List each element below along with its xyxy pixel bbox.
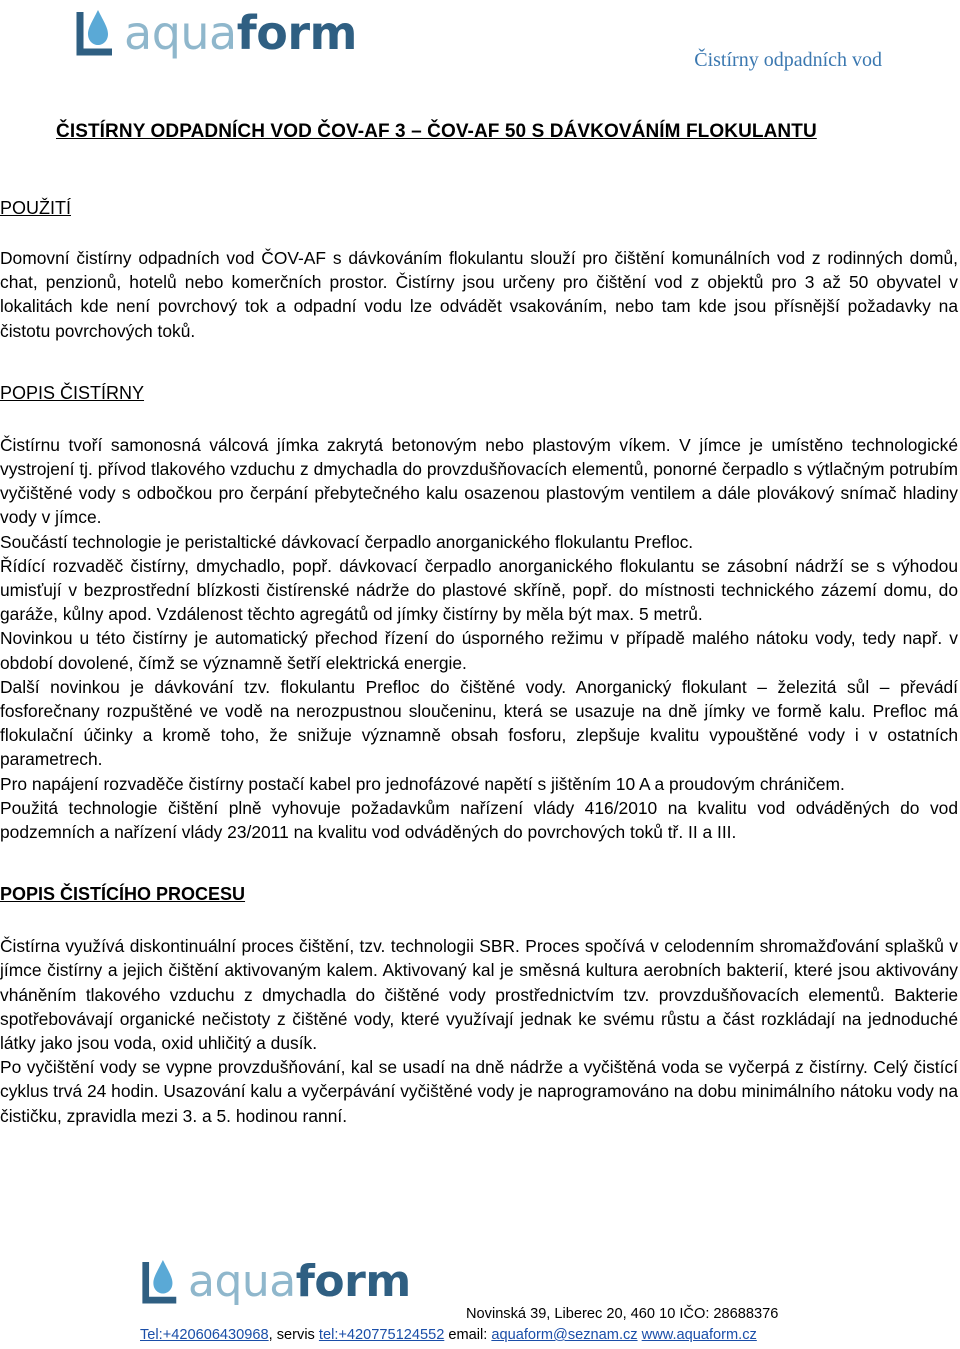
paragraph: Další novinkou je dávkování tzv. flokulantu Prefloc do čištěné vody. Anorganický flokulant – železitá sůl – převádí fosforečnany rozpuštěné ve vodě na nerozpustnou sloučeninu, která se usazuje na dně jímky ve formě kalu. Prefloc má flokulační účinky a kromě toho, že snižuje významně obsah fosforu, zlepšuje kvalitu vypouštěné vody i v ostatních parametrech. [0, 676, 958, 770]
paragraph: Novinkou u této čistírny je automatický přechod řízení do úsporného režimu v případě malého nátoku vody, tedy např. v období dovolené, čímž se významně šetří elektrická energie. [0, 628, 958, 673]
logo-wordmark: aquaform [188, 1256, 411, 1307]
paragraph: Čistírnu tvoří samonosná válcová jímka zakrytá betonovým nebo plastovým víkem. V jímce je umístěno technologické vystrojení tj. přívod tlakového vzduchu z dmychadla do provzdušňovacích elementů, ponorné čerpadlo s výtlačným potrubím vyčištěné vody s odbočkou pro čerpání přebytečného kalu osazenou plastovým ventilem a dále plovákový snímač hladiny vody v jímce. [0, 434, 958, 528]
servis-label: , servis [268, 1327, 315, 1343]
footer-contacts [140, 1327, 757, 1343]
logo-wordmark: aquaform [124, 6, 357, 60]
footer-address: Novinská 39, Liberec 20, 460 10 IČO: 28688376 [466, 1306, 779, 1322]
web-link[interactable]: www.aquaform.cz [641, 1327, 757, 1343]
email-label: email: [448, 1327, 488, 1343]
paragraph-pouziti: Domovní čistírny odpadních vod ČOV-AF s dávkováním flokulantu slouží pro čištění komunálních vod z rodinných domů, chat, penzionů, hotelů nebo komerčních prostor. Čistírny jsou určeny pro čištění vod z objektů pro 3 až 50 obyvatel v lokalitách kde není povrchový tok a odpadní vodu lze odvádět vsakováním, nebo tam kde jsou přísnější požadavky na čistotu povrchových toků. [0, 248, 958, 341]
paragraph: Řídící rozvaděč čistírny, dmychadlo, popř. dávkovací čerpadlo anorganického flokulantu se zásobní nádrží se s výhodou umisťují v bezprostřední blízkosti čistírenské nádrže do plastové skříně, popř. do místnosti technického zázemí domu, do garáže, kůlny apod. Vzdálenost těchto agregátů od jímky čistírny by měla být max. 5 metrů. [0, 555, 958, 625]
document-body [0, 196, 958, 1128]
paragraph: Po vyčištění vody se vypne provzdušňování, kal se usadí na dně nádrže a vyčištěná voda se vyčerpá z čistírny. Celý čistící cyklus trvá 24 hodin. Usazování kalu a vyčerpávání vyčištěné vody je naprogramováno na dobu minimálního nátoku vody na čističku, zpravidla mezi 3. a 5. hodinou ranní. [0, 1057, 958, 1126]
logo-drop-icon [140, 1252, 182, 1312]
footer-logo [140, 1252, 411, 1312]
phone-link[interactable]: Tel:+420606430968 [140, 1327, 269, 1343]
section-heading-popis-procesu: POPIS ČISTÍCÍHO PROCESU [0, 884, 246, 905]
paragraph: Použitá technologie čištění plně vyhovuje požadavkům nařízení vlády 416/2010 na kvalitu vod odváděných do vod podzemních a nařízení vlády 23/2011 na kvalitu vod odváděných do povrchových toků tř. II a III. [0, 797, 958, 843]
section-heading-pouziti: POUŽITÍ [0, 198, 71, 218]
section-heading-popis-cistirny: POPIS ČISTÍRNY [0, 382, 145, 403]
servis-phone-link[interactable]: tel:+420775124552 [318, 1327, 445, 1343]
page-title: ČISTÍRNY ODPADNÍCH VOD ČOV-AF 3 – ČOV-AF 50 S DÁVKOVÁNÍM FLOKULANTU [56, 121, 817, 142]
header-category: Čistírny odpadních vod [694, 49, 882, 71]
company-logo [74, 2, 357, 64]
email-link[interactable]: aquaform@seznam.cz [491, 1327, 638, 1343]
logo-drop-icon [74, 2, 118, 64]
paragraph: Součástí technologie je peristaltické dávkovací čerpadlo anorganického flokulantu Prefloc. [0, 531, 694, 552]
paragraph: Čistírna využívá diskontinuální proces čištění, tzv. technologii SBR. Proces spočívá v celodenním shromažďování splašků v jímce čistírny a jejich čištění aktivovaným kalem. Aktivovaný kal je směsná kultura aerobních bakterií, které jsou aktivovány vháněním tlakového vzduchu z dmychadla do čištěné vody prostřednictvím tzv. provzdušňovacích elementů. Bakterie spotřebovávají organické nečistoty z čištěné vody, které využívají jednak ke svému růstu a část rozkládají na jednoduché látky jako jsou voda, oxid uhličitý a dusík. [0, 936, 958, 1054]
paragraph: Pro napájení rozvaděče čistírny postačí kabel pro jednofázové napětí s jištěním 10 A a proudovým chráničem. [0, 773, 845, 794]
